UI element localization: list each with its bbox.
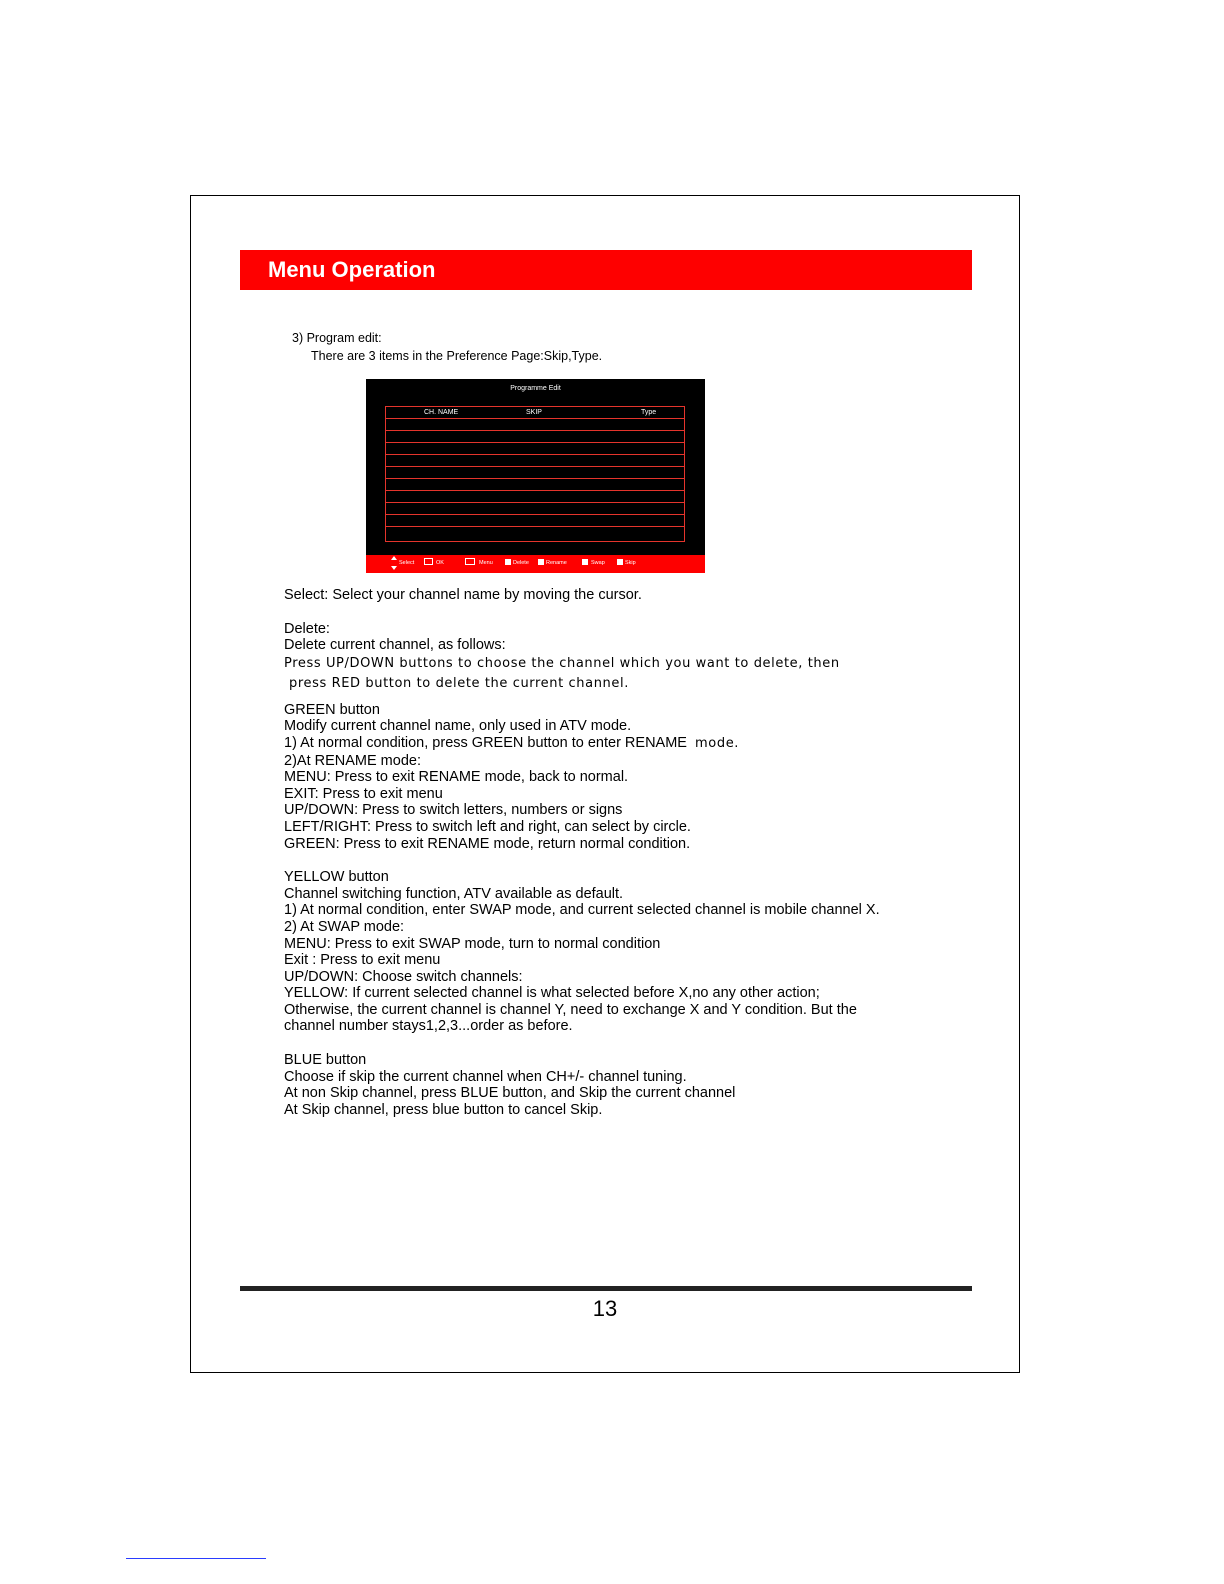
footer-skip-label: Skip: [625, 560, 636, 566]
column-skip: SKIP: [526, 409, 542, 416]
footer-select-label: Select: [399, 560, 415, 566]
green-line-3: 2)At RENAME mode:: [284, 752, 421, 769]
footer-delete-label: Delete: [513, 560, 529, 566]
blue-line-2: At non Skip channel, press BLUE button, and Skip the current channel: [284, 1085, 736, 1102]
bottom-underline: [126, 1558, 266, 1559]
delete-step-1: Press UP/DOWN buttons to choose the channel which you want to delete, then: [284, 655, 840, 671]
footer-menu-label: Menu: [479, 560, 493, 566]
blue-line-3: At Skip channel, press blue button to cancel Skip.: [284, 1101, 603, 1118]
section-header-bar: [240, 250, 972, 290]
page-number: 13: [592, 1296, 618, 1321]
green-line-5: EXIT: Press to exit menu: [284, 785, 443, 802]
up-down-arrow-icon: [391, 556, 397, 570]
section-title: Menu Operation: [268, 257, 436, 282]
green-line-8: GREEN: Press to exit RENAME mode, return normal condition.: [284, 835, 691, 852]
blue-button-title: BLUE button: [284, 1052, 367, 1069]
table-row: [386, 490, 684, 491]
menu-icon: [465, 558, 475, 565]
ok-icon: [424, 558, 433, 565]
column-type: Type: [641, 409, 657, 416]
green-line-6: UP/DOWN: Press to switch letters, numbers or signs: [284, 802, 623, 819]
table-row: [386, 430, 684, 431]
yellow-line-3: 2) At SWAP mode:: [284, 918, 405, 935]
yellow-line-4: MENU: Press to exit SWAP mode, turn to normal condition: [284, 935, 661, 952]
yellow-line-7: YELLOW: If current selected channel is what selected before X,no any other action;: [284, 985, 820, 1002]
green-line-2-mode: mode.: [695, 735, 740, 751]
green-button-icon: [538, 559, 544, 565]
programme-edit-title: Programme Edit: [510, 385, 561, 392]
yellow-button-icon: [582, 559, 588, 565]
blue-button-icon: [617, 559, 623, 565]
yellow-line-9: channel number stays1,2,3...order as before.: [284, 1018, 573, 1035]
table-row: [386, 478, 684, 479]
yellow-line-1: Channel switching function, ATV available as default.: [284, 885, 624, 902]
select-instruction: Select: Select your channel name by moving the cursor.: [284, 587, 642, 603]
footer-swap-label: Swap: [591, 560, 605, 566]
programme-edit-table: [385, 406, 685, 542]
table-row: [386, 526, 684, 527]
delete-step-2: press RED button to delete the current channel.: [289, 675, 629, 691]
table-row: [386, 442, 684, 443]
yellow-line-6: UP/DOWN: Choose switch channels:: [284, 968, 523, 985]
delete-description: Delete current channel, as follows:: [284, 637, 506, 654]
yellow-line-2: 1) At normal condition, enter SWAP mode, and current selected channel is mobile channel X.: [284, 902, 880, 919]
footer-rename-label: Rename: [546, 560, 567, 566]
table-row: [386, 502, 684, 503]
green-button-title: GREEN button: [284, 701, 380, 718]
column-ch-name: CH. NAME: [424, 409, 459, 416]
step-description: There are 3 items in the Preference Page:Skip,Type.: [311, 349, 603, 363]
table-row: [386, 418, 684, 419]
table-row: [386, 514, 684, 515]
yellow-line-5: Exit : Press to exit menu: [284, 952, 441, 969]
step-title: 3) Program edit:: [292, 331, 382, 345]
green-line-2: [284, 735, 924, 753]
red-button-icon: [505, 559, 511, 565]
blue-line-1: Choose if skip the current channel when CH+/- channel tuning.: [284, 1068, 687, 1085]
programme-edit-footer: [366, 555, 705, 573]
table-row: [386, 454, 684, 455]
instructions-body: [284, 587, 924, 1118]
green-line-7: LEFT/RIGHT: Press to switch left and right, can select by circle.: [284, 818, 691, 835]
delete-title: Delete:: [284, 620, 330, 637]
green-line-1: Modify current channel name, only used in ATV mode.: [284, 718, 632, 735]
yellow-line-8: Otherwise, the current channel is channel Y, need to exchange X and Y condition. But the: [284, 1001, 857, 1018]
yellow-button-title: YELLOW button: [284, 869, 389, 886]
programme-edit-screenshot: [366, 379, 705, 573]
green-line-2-text: 1) At normal condition, press GREEN button to enter RENAME: [284, 734, 687, 751]
footer-rule: [240, 1286, 972, 1291]
green-line-4: MENU: Press to exit RENAME mode, back to normal.: [284, 769, 629, 786]
table-row: [386, 466, 684, 467]
footer-ok-label: OK: [436, 560, 444, 566]
